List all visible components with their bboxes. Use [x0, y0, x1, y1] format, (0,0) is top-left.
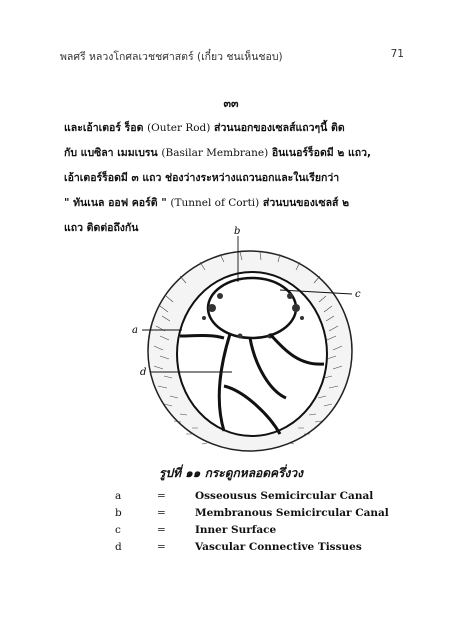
legend-sep: = — [157, 540, 166, 553]
label-d: d — [140, 367, 147, 378]
label-a: a — [132, 325, 138, 336]
legend-row — [115, 504, 389, 521]
membranous-canal — [208, 278, 296, 338]
label-b: b — [234, 226, 241, 237]
legend-key: c — [115, 523, 121, 536]
paragraph-line: แถว ติดต่อถึงกัน — [64, 222, 139, 234]
semicircular-canal-figure — [120, 226, 380, 456]
paragraph-line: และเอ้าเตอร์ ร็อด (Outer Rod) ส่วนนอกของเซลส์แถวๆนี้ ติด — [64, 122, 345, 134]
legend-sep: = — [157, 523, 166, 536]
legend-row — [115, 538, 389, 555]
label-c: c — [355, 289, 361, 300]
legend-row — [115, 487, 389, 504]
legend-key: d — [115, 540, 122, 553]
legend-desc: Inner Surface — [195, 523, 277, 536]
running-header — [60, 48, 404, 65]
legend-key: b — [115, 506, 122, 519]
figure-legend — [115, 487, 389, 555]
legend-key: a — [115, 489, 122, 502]
page-number: 71 — [390, 48, 404, 60]
legend-desc: Osseousus Semicircular Canal — [195, 489, 374, 502]
paragraph-line: กับ แบซิลา เมมเบรน (Basilar Membrane) อินเนอร์ร็อดมี ๒ แถว, — [64, 147, 371, 159]
canal-illustration — [120, 226, 380, 456]
body-paragraph — [64, 116, 404, 241]
figure-caption: รูปที่ ๑๑ กระดูกหลอดครึ่งวง — [159, 466, 303, 480]
paragraph-line: เอ้าเตอร์ร็อดมี ๓ แถว ช่องว่างระหว่างแถวนอกและในเรียกว่า — [64, 172, 340, 184]
legend-row — [115, 521, 389, 538]
original-page-number: ๓๓ — [223, 97, 239, 110]
legend-sep: = — [157, 506, 166, 519]
paragraph-line: " ทันเนล ออฟ คอร์ติ " (Tunnel of Corti) ส่วนบนของเซลส์ ๒ — [64, 197, 349, 209]
legend-desc: Membranous Semicircular Canal — [195, 506, 389, 519]
header-title: พลศรี หลวงโกศลเวชชศาสตร์ (เกี๋ยว ชนเห็นชอบ) — [60, 51, 283, 63]
legend-sep: = — [157, 489, 166, 502]
legend-desc: Vascular Connective Tissues — [195, 540, 362, 553]
